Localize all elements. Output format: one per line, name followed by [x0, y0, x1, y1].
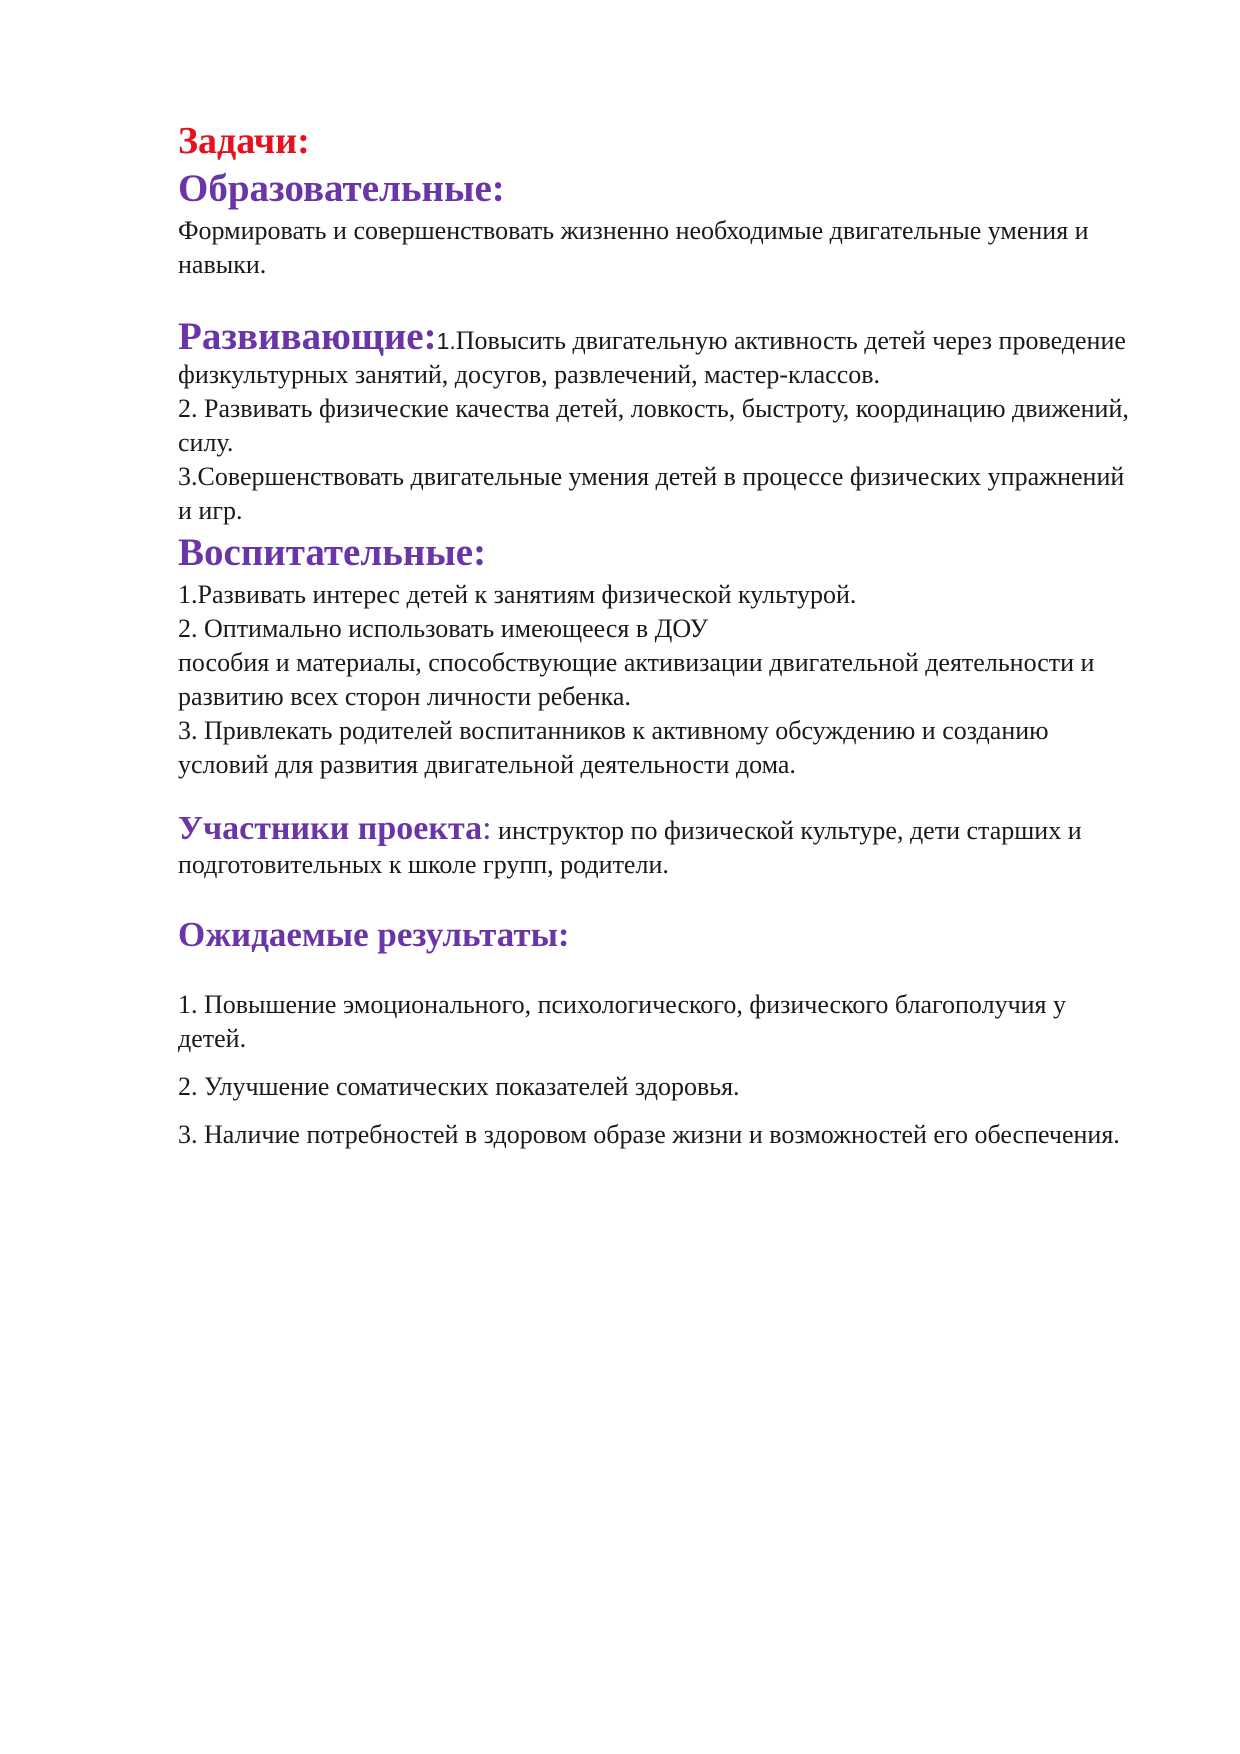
results-item-3: 3. Наличие потребностей в здоровом образе жизни и возможностей его обеспечения. — [178, 1120, 1120, 1149]
developing-heading: Развивающие: — [178, 315, 437, 358]
spacer — [178, 958, 1138, 988]
spacer — [178, 1056, 1138, 1070]
results-item-2: 2. Улучшение соматических показателей здоровья. — [178, 1072, 740, 1101]
spacer — [178, 1104, 1138, 1118]
educational-text: Формировать и совершенствовать жизненно необходимые двигательные умения и навыки. — [178, 216, 1089, 279]
participants-text: инструктор по физической культуре, дети старших и подготовительных к школе групп, родители. — [178, 816, 1082, 879]
developing-item-2: 2. Развивать физические качества детей, ловкость, быстроту, координацию движений, силу. — [178, 394, 1129, 457]
upbringing-heading: Воспитательные: — [178, 531, 487, 574]
educational-heading: Образовательные: — [178, 167, 505, 210]
upbringing-item-3: 3. Привлекать родителей воспитанников к активному обсуждению и созданию условий для развития двигательной деятельности дома. — [178, 716, 1049, 779]
developing-first-text: Повысить двигательную активность детей через проведение физкультурных занятий, досугов, развлечений, мастер-классов. — [178, 326, 1126, 389]
upbringing-item-2: 2. Оптимально использовать имеющееся в ДОУ — [178, 614, 709, 643]
spacer — [178, 882, 1138, 912]
upbringing-item-2-continued: пособия и материалы, способствующие активизации двигательной деятельности и развитию всех сторон личности ребенка. — [178, 648, 1095, 711]
developing-block — [178, 315, 1138, 392]
document-page — [178, 118, 1138, 1152]
tasks-title: Задачи: — [178, 120, 310, 162]
participants-colon: : — [482, 810, 492, 847]
spacer — [178, 782, 1138, 812]
participants-label: Участники проекта — [178, 810, 483, 847]
participants-block — [178, 812, 1138, 882]
results-item-1: 1. Повышение эмоционального, психологического, физического благополучия у детей. — [178, 990, 1067, 1053]
developing-item-3: 3.Совершенствовать двигательные умения детей в процессе физических упражнений и игр. — [178, 462, 1125, 525]
developing-first-number: 1. — [436, 328, 456, 354]
upbringing-item-1: 1.Развивать интерес детей к занятиям физической культурой. — [178, 580, 857, 609]
results-heading: Ожидаемые результаты: — [178, 915, 570, 954]
